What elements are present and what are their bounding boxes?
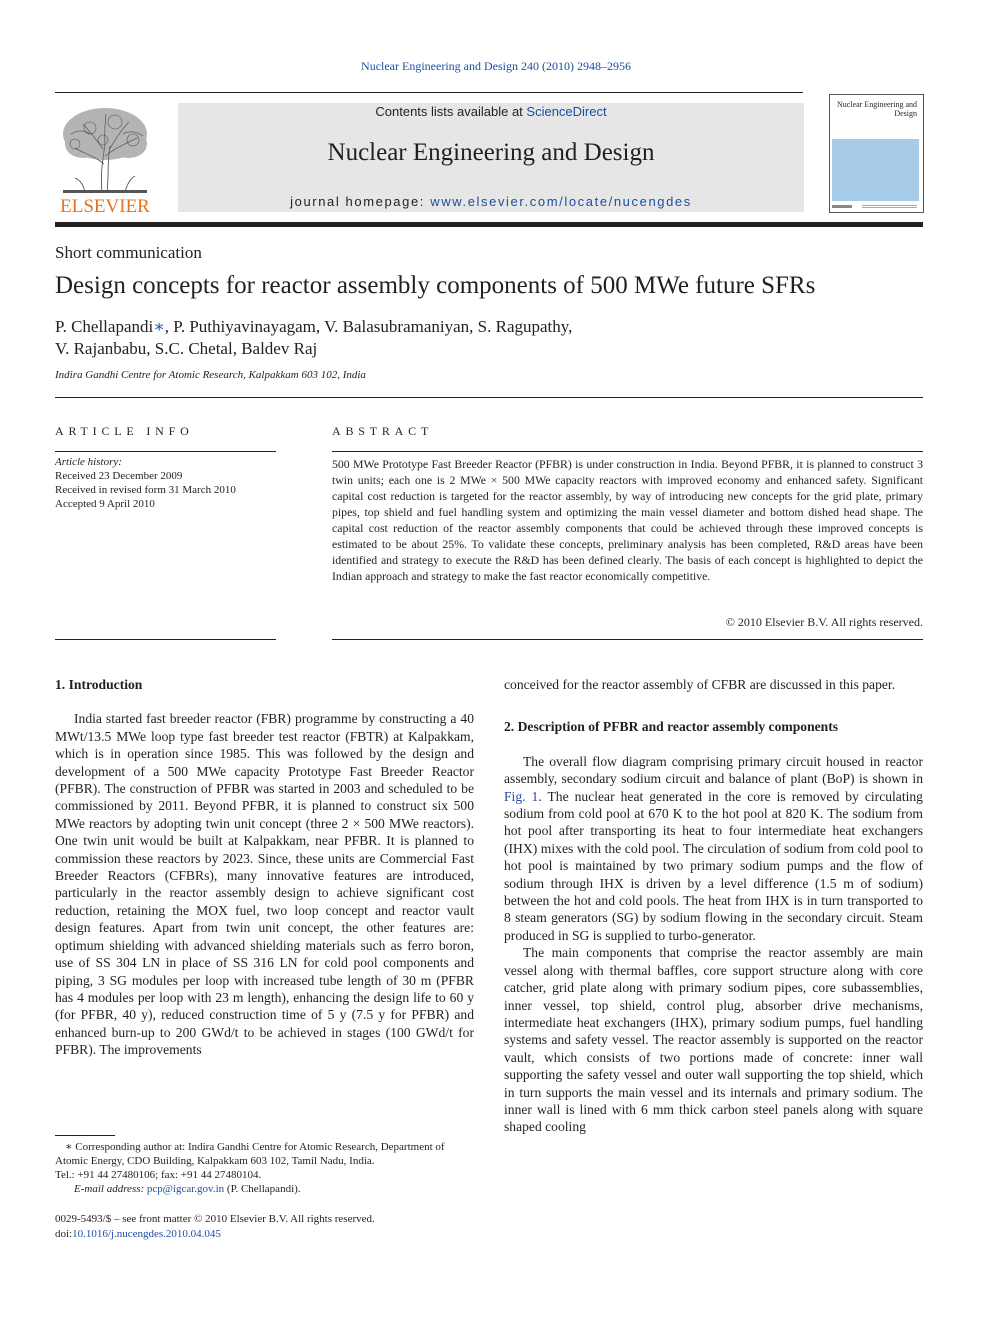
elsevier-tree-logo bbox=[55, 104, 155, 216]
journal-banner bbox=[178, 103, 804, 212]
author-rest: , P. Puthiyavinayagam, V. Balasubramaniyan, S. Ragupathy, bbox=[164, 317, 573, 336]
article-title: Design concepts for reactor assembly components of 500 MWe future SFRs bbox=[55, 272, 816, 299]
author-list bbox=[55, 316, 755, 360]
footnote-corresponding: Corresponding author at: Indira Gandhi Centre for Atomic Research, Department of Atomic Energy, CDO Building, Kalpakkam 603 102, Tamil Nadu, India. bbox=[55, 1141, 445, 1167]
affiliation: Indira Gandhi Centre for Atomic Research, Kalpakkam 603 102, India bbox=[55, 369, 366, 381]
section-1-paragraph: India started fast breeder reactor (FBR) programme by constructing a 40 MWt/13.5 MWe loop type fast breeder test reactor (FBTR) at Kalpakkam, which is in operation since 1985. This was followed by the design and development of a 500 MWe capacity Prototype Fast Breeder Reactor (PFBR). The construction of PFBR was started in 2003 and scheduled to be commissioned by 2011. Beyond PFBR, it is planned to construct six 500 MWe reactors by adopting twin unit concept (three 2 × 500 MWe reactors). One twin unit would be built at Kalpakkam, near PFBR. It is planned to commission these reactors by 2023. Since, these units are Commercial Fast Breeder Reactors (CFBRs), many innovative features are introduced, particularly in the reactor assembly design to achieve significant cost reduction, retaining the MOX fuel, two loop concept and reactor vault design features. Apart from twin unit concept, the other features are: optimum shielding with advanced shielding materials such as ferro boron, use of SS 304 LN in place of SS 316 LN for cold pool components and piping, 3 SG modules per loop with increased tube length of 30 m (PFBR has 4 modules per loop with 23 m length), enhancing the design life to 60 y (for PFBR, 40 y), reduced construction time of 5 y (7.5 y for PFBR) and enhanced burn-up to 200 GWd/t to be achieved in stages (100 GWd/t for PFBR). The improvements bbox=[55, 711, 474, 1058]
contents-line bbox=[178, 104, 804, 119]
cover-image bbox=[832, 139, 919, 201]
author-line-2: V. Rajanbabu, S.C. Chetal, Baldev Raj bbox=[55, 339, 318, 358]
cover-footer-icon bbox=[832, 204, 919, 210]
sciencedirect-link[interactable]: ScienceDirect bbox=[526, 104, 607, 119]
front-matter bbox=[55, 1212, 375, 1242]
body-column-left bbox=[55, 676, 474, 1059]
header-thick-rule bbox=[55, 222, 923, 227]
footnote-rule bbox=[55, 1135, 115, 1136]
footnote-email-line bbox=[55, 1182, 474, 1196]
author-line-1 bbox=[55, 316, 755, 338]
elsevier-tree-icon bbox=[55, 104, 155, 216]
email-link[interactable]: pcp@igcar.gov.in bbox=[146, 1183, 225, 1195]
section-2-paragraph-1-b: . The nuclear heat generated in the core is removed by circulating sodium from cold pool at 670 K to the hot pool at 820 K. The sodium from hot pool after transporting its heat to four intermediate heat exchangers (IHX) mixes with the cold pool. The circulation of sodium from cold pool to hot pool is maintained by two primary sodium pumps and the flow of sodium through IHX is driven by a level difference (1.5 m of sodium) between the hot and cold pools. The heat from IHX is in turn transported to 8 steam generators (SG) by sodium flowing in the secondary circuit. Steam produced in SG is supplied to turbo-generator. bbox=[504, 788, 923, 943]
elsevier-wordmark: ELSEVIER bbox=[60, 196, 150, 216]
section-2-heading: 2. Description of PFBR and reactor assembly components bbox=[504, 719, 839, 735]
doi-line bbox=[55, 1227, 375, 1242]
journal-citation[interactable]: Nuclear Engineering and Design 240 (2010) 2948–2956 bbox=[361, 59, 631, 73]
history-label: Article history: bbox=[55, 456, 122, 468]
abstract-heading: ABSTRACT bbox=[332, 424, 434, 438]
author-first: P. Chellapandi bbox=[55, 317, 154, 336]
article-type: Short communication bbox=[55, 243, 202, 262]
section-1-heading: 1. Introduction bbox=[55, 677, 143, 692]
journal-cover-thumbnail[interactable] bbox=[829, 94, 924, 213]
affiliation-rule bbox=[55, 397, 923, 398]
abstract-bottom-rule bbox=[332, 639, 923, 640]
contents-prefix: Contents lists available at bbox=[375, 104, 527, 119]
body-column-right bbox=[504, 676, 923, 1136]
header-rule bbox=[55, 92, 803, 93]
abstract-text: 500 MWe Prototype Fast Breeder Reactor (PFBR) is under construction in India. Beyond PFBR, it is planned to construct 3 twin units; each one is 2 MWe × 500 MWe capacity reactors with improved economy and enhanced safety. Significant capital cost reduction is targeted for the reactor assembly, by way of introducing new concepts for the grid plate, primary pipes, top shield and fuel handling system and optimizing the main vessel diameter and bottom dished head shape. The capital cost reduction of the reactor assembly components that could be achieved through these improved concepts is estimated to be about 25%. To validate these concepts, preliminary analysis has been completed, R&D areas have been identified and strategy to execute the R&D has been defined clearly. The basis of each concept is highlighted to depict the Indian approach and strategy to make the fast reactor economically competitive. bbox=[332, 457, 923, 583]
received-date: Received 23 December 2009 bbox=[55, 470, 183, 482]
doi-link[interactable]: 10.1016/j.nucengdes.2010.04.045 bbox=[72, 1228, 221, 1240]
article-history bbox=[55, 455, 236, 511]
section-1-continuation: conceived for the reactor assembly of CFBR are discussed in this paper. bbox=[504, 677, 896, 692]
section-2-paragraph-1 bbox=[504, 753, 923, 944]
homepage-prefix: journal homepage: bbox=[290, 194, 431, 209]
article-info-rule bbox=[55, 451, 276, 452]
journal-name: Nuclear Engineering and Design bbox=[327, 139, 655, 166]
footnote-phone: Tel.: +91 44 27480106; fax: +91 44 27480104. bbox=[55, 1169, 262, 1181]
abstract-copyright: © 2010 Elsevier B.V. All rights reserved. bbox=[725, 615, 923, 629]
corresponding-footnote bbox=[55, 1140, 474, 1168]
footnote bbox=[55, 1140, 474, 1196]
footnote-star: ∗ bbox=[65, 1141, 73, 1153]
section-2-paragraph-1-a: The overall flow diagram comprising primary circuit housed in reactor assembly, secondary sodium circuit and balance of plant (BoP) is shown in bbox=[504, 753, 923, 787]
figure-1-link[interactable]: Fig. 1 bbox=[504, 788, 539, 804]
article-info-heading: ARTICLE INFO bbox=[55, 424, 194, 438]
doi-label: doi: bbox=[55, 1228, 73, 1240]
cover-title: Nuclear Engineering and Design bbox=[837, 100, 917, 118]
journal-homepage bbox=[178, 194, 804, 209]
issn-line: 0029-5493/$ – see front matter © 2010 Elsevier B.V. All rights reserved. bbox=[55, 1213, 375, 1225]
homepage-link[interactable]: www.elsevier.com/locate/nucengdes bbox=[430, 194, 692, 209]
article-info-bottom-rule bbox=[55, 639, 276, 640]
corresponding-author-marker[interactable]: ∗ bbox=[153, 317, 165, 336]
email-suffix: (P. Chellapandi). bbox=[224, 1183, 301, 1195]
accepted-date: Accepted 9 April 2010 bbox=[55, 498, 155, 510]
revised-date: Received in revised form 31 March 2010 bbox=[55, 484, 236, 496]
section-2-paragraph-2: The main components that comprise the reactor assembly are main vessel along with thermal baffles, core support structure along with core catcher, grid plate along with primary sodium pipes, core subassemblies, inner vessel, top shield, control plug, absorber drive mechanisms, intermediate heat exchangers (IHX), primary sodium pumps, fuel handling systems and safety vessel. The reactor assembly is supported on the reactor vault, which consists of two portions made of concrete: inner wall supporting the safety vessel and outer wall supporting the top shield, which in turn supports the main vessel and its internals and primary sodium. The inner wall is lined with 6 mm thick carbon steel panels along with square shaped cooling bbox=[504, 945, 923, 1135]
abstract-rule bbox=[332, 451, 923, 452]
email-label: E-mail address: bbox=[74, 1183, 147, 1195]
